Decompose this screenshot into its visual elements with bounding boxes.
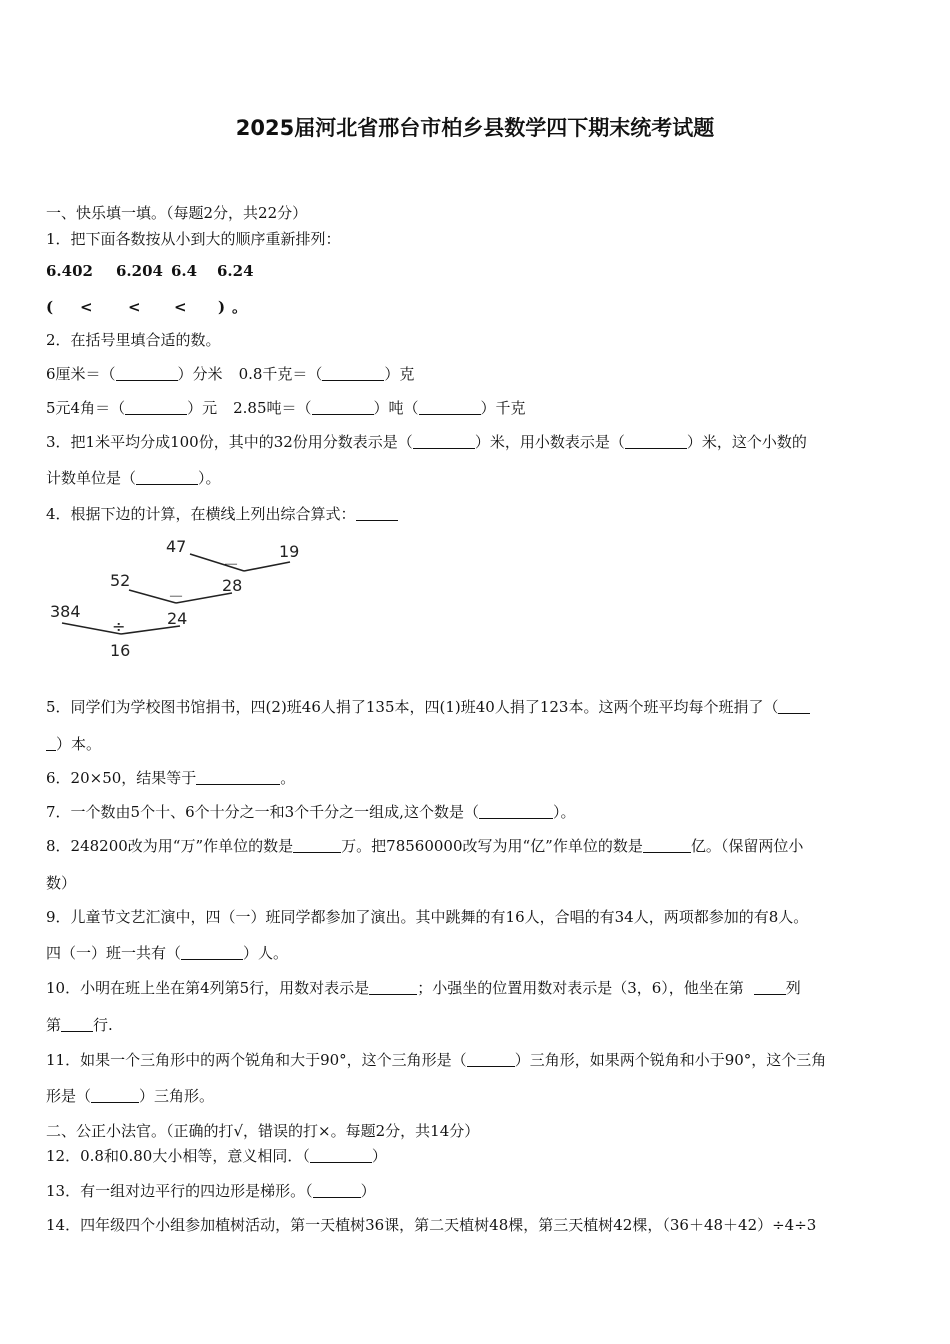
blank [643, 837, 691, 853]
diagram-n47: 47 [166, 537, 187, 556]
q1-num: 6.204 [116, 262, 163, 280]
diagram-n24: 24 [167, 609, 188, 628]
q4-calculation-diagram [44, 530, 314, 665]
diagram-line [244, 562, 290, 571]
q3-p4: 计数单位是（ [46, 469, 137, 487]
q11-p2: ）三角形，如果两个锐角和小于90°，这个三角 [514, 1051, 827, 1069]
q14-text: 14．四年级四个小组参加植树活动，第一天植树36课，第二天植树48棵，第三天植树42棵，（36＋48＋42）÷4÷3 [46, 1216, 817, 1234]
q8-p2: 万。把78560000改写为用“亿”作单位的数是 [341, 837, 643, 855]
blank [61, 1016, 93, 1032]
q2-b1: 0.8千克＝（ [238, 365, 323, 383]
q4-text: 4．根据下边的计算，在横线上列出综合算式： [46, 505, 356, 523]
q9-line2 [46, 942, 288, 963]
q5-line2 [46, 733, 101, 754]
q11-p3: 形是（ [46, 1087, 92, 1105]
q12-p1: 12．0.8和0.80大小相等，意义相同．（ [46, 1147, 310, 1165]
q10-p4: 第 [46, 1016, 62, 1034]
q12-p2: ） [371, 1147, 387, 1165]
q1-dot: 。 [232, 298, 248, 316]
q10-p1: 10．小明在班上坐在第4列第5行，用数对表示是 [46, 979, 370, 997]
blank [312, 399, 374, 415]
q10-p3: 列 [785, 979, 801, 997]
q7-line [46, 801, 575, 822]
q3-p3: ）米，这个小数的 [686, 433, 807, 451]
diagram-n16: 16 [110, 641, 131, 660]
blank [46, 735, 56, 751]
q13-p1: 13．有一组对边平行的四边形是梯形。（ [46, 1182, 313, 1200]
q3-p1: 3．把1米平均分成100份，其中的32份用分数表示是（ [46, 433, 413, 451]
q5-p2: ）本。 [56, 735, 102, 753]
q1-num: 6.402 [46, 262, 93, 280]
q2-a2: ）分米 [177, 365, 223, 383]
q2-b2: ）克 [384, 365, 415, 383]
q1-text: 1．把下面各数按从小到大的顺序重新排列： [46, 230, 341, 248]
q11-p4: ）三角形。 [139, 1087, 215, 1105]
q13-line [46, 1180, 376, 1201]
q6-line [46, 767, 295, 788]
q9-p2: 四（一）班一共有（ [46, 944, 182, 962]
page-title: 2025届河北省邢台市柏乡县数学四下期末统考试题 [235, 116, 715, 140]
q1-close: ) [218, 298, 226, 316]
diagram-n28: 28 [222, 576, 243, 595]
section-2-header: 二、公正小法官。（正确的打√，错误的打×。每题2分，共14分） [46, 1122, 480, 1140]
q8-p4: 数） [46, 874, 77, 892]
q2-row1 [46, 363, 414, 384]
q7-p2: ）。 [552, 803, 576, 821]
q3-line1 [46, 431, 807, 452]
q13-p2: ） [360, 1182, 376, 1200]
q1-num: 6.4 [171, 262, 198, 280]
q8-line1 [46, 835, 803, 856]
q6-p1: 6．20×50，结果等于 [46, 769, 197, 787]
q8-p3: 亿。（保留两位小 [690, 837, 804, 855]
blank [479, 803, 553, 819]
blank [754, 979, 786, 995]
blank [293, 837, 341, 853]
q10-line1 [46, 977, 801, 998]
q1-answer-row [46, 296, 247, 317]
blank [181, 944, 243, 960]
q3-p2: ）米，用小数表示是（ [474, 433, 625, 451]
q3-line2 [46, 467, 221, 488]
blank [91, 1087, 139, 1103]
blank [419, 399, 481, 415]
q2-d3: ）千克 [480, 399, 526, 417]
blank [467, 1051, 515, 1067]
q6-p2: 。 [280, 769, 296, 787]
blank [369, 979, 417, 995]
q5-line1 [46, 696, 810, 717]
q11-line2 [46, 1085, 214, 1106]
q2-a1: 6厘米＝（ [46, 365, 116, 383]
blank [125, 399, 187, 415]
blank [136, 469, 198, 485]
diagram-minus: － [223, 555, 240, 574]
q2-row2 [46, 397, 526, 418]
blank [356, 505, 398, 521]
q1-numbers [46, 262, 254, 280]
blank [413, 433, 475, 449]
q10-p2: ；小强坐的位置用数对表示是（3，6），他坐在第 [417, 979, 744, 997]
q2-c2: ）元 [187, 399, 218, 417]
q2-d1: 2.85吨＝（ [233, 399, 312, 417]
q10-line2 [46, 1014, 113, 1035]
diagram-div: ÷ [112, 617, 126, 636]
blank [625, 433, 687, 449]
q1-num: 6.24 [217, 262, 254, 280]
blank [196, 769, 280, 785]
q9-line1: 9．儿童节文艺汇演中，四（一）班同学都参加了演出。其中跳舞的有16人，合唱的有34人，两项都参加的有8人。 [46, 908, 809, 926]
q1-lt: < [80, 298, 93, 316]
q3-p5: ）。 [198, 469, 221, 487]
q2-d2: ）吨（ [373, 399, 419, 417]
q2-c1: 5元4角＝（ [46, 399, 126, 417]
q1-open: ( [46, 298, 54, 316]
q4-line [46, 503, 398, 524]
q12-line [46, 1145, 387, 1166]
q10-p5: 行. [93, 1016, 113, 1034]
blank [310, 1147, 372, 1163]
section-1-header: 一、快乐填一填。（每题2分，共22分） [46, 204, 308, 222]
q5-p1: 5．同学们为学校图书馆捐书，四(2)班46人捐了135本，四(1)班40人捐了123本。这两个班平均每个班捐了（ [46, 698, 779, 716]
q11-p1: 11．如果一个三角形中的两个锐角和大于90°，这个三角形是（ [46, 1051, 467, 1069]
q9-p3: ）人。 [243, 944, 289, 962]
q1-lt: < [174, 298, 187, 316]
blank [313, 1182, 361, 1198]
blank [778, 698, 810, 714]
q8-p1: 8．248200改为用“万”作单位的数是 [46, 837, 294, 855]
blank [322, 365, 384, 381]
diagram-n52: 52 [110, 571, 131, 590]
q11-line1 [46, 1049, 826, 1070]
diagram-n19: 19 [279, 542, 300, 561]
diagram-minus: － [168, 587, 185, 606]
q1-lt: < [128, 298, 141, 316]
q7-p1: 7．一个数由5个十、6个十分之一和3个千分之一组成,这个数是（ [46, 803, 479, 821]
q2-text: 2．在括号里填合适的数。 [46, 331, 221, 349]
blank [116, 365, 178, 381]
diagram-n384: 384 [50, 602, 81, 621]
